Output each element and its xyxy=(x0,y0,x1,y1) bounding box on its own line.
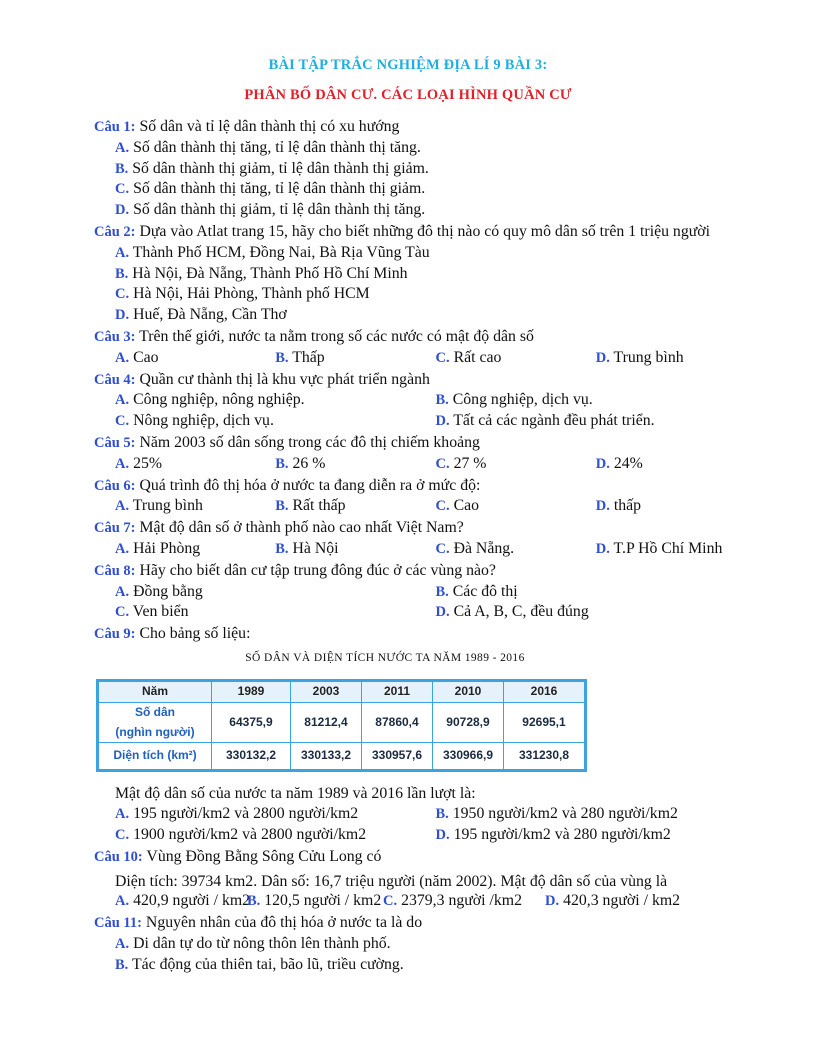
document-subtitle: PHÂN BỐ DÂN CƯ. CÁC LOẠI HÌNH QUẦN CƯ xyxy=(244,87,572,103)
question-label: Câu 3: xyxy=(94,328,136,345)
question-text: Vùng Đồng Bằng Sông Cửu Long có xyxy=(146,847,382,865)
table-header-cell: 2016 xyxy=(504,680,586,702)
option-b: B. Tác động của thiên tai, bão lũ, triều cường. xyxy=(115,955,404,973)
question-label: Câu 8: xyxy=(94,562,136,579)
question-label: Câu 10: xyxy=(94,848,143,865)
document-title: BÀI TẬP TRẮC NGHIỆM ĐỊA LÍ 9 BÀI 3: xyxy=(268,57,548,73)
option-d: D. Cả A, B, C, đều đúng xyxy=(435,603,589,621)
table-row xyxy=(98,702,586,743)
question-text: Hãy cho biết dân cư tập trung đông đúc ở các vùng nào? xyxy=(139,561,496,579)
option-c: C. Ven biển xyxy=(115,603,189,621)
option-b: B. 26 % xyxy=(275,454,326,472)
question-text: Trên thế giới, nước ta nằm trong số các nước có mật độ dân số xyxy=(139,327,534,345)
table-header-cell: 2010 xyxy=(433,680,504,702)
question-11 xyxy=(94,913,756,975)
table-cell: 330133,2 xyxy=(291,743,362,771)
option-c: C. 27 % xyxy=(435,454,487,472)
option-a: A. Hải Phòng xyxy=(115,539,201,557)
option-b: B. Hà Nội, Đà Nẵng, Thành Phố Hồ Chí Minh xyxy=(115,264,408,282)
table-cell: 330132,2 xyxy=(212,743,291,771)
question-4 xyxy=(94,370,756,432)
table-header-cell: 2011 xyxy=(362,680,433,702)
table-cell: 81212,4 xyxy=(291,702,362,743)
table-header-cell: Năm xyxy=(98,680,212,702)
option-b: B. Thấp xyxy=(275,348,325,366)
option-c: C. Cao xyxy=(435,497,480,515)
question-10 xyxy=(94,847,756,912)
option-d: D. 24% xyxy=(595,454,643,472)
table-cell: 92695,1 xyxy=(504,702,586,743)
option-d: D. Trung bình xyxy=(595,348,684,366)
table-cell: 330966,9 xyxy=(433,743,504,771)
option-c: C. Rất cao xyxy=(435,348,502,366)
table-header-cell: 1989 xyxy=(212,680,291,702)
option-b: B. 120,5 người / km2 xyxy=(247,892,382,910)
option-b: B. Hà Nội xyxy=(275,539,339,557)
question-9 xyxy=(94,624,756,846)
question-2 xyxy=(94,222,756,326)
question-label: Câu 1: xyxy=(94,119,136,135)
table-cell: 331230,8 xyxy=(504,743,586,771)
question-prompt: Mật độ dân số của nước ta năm 1989 và 2016 lần lượt là: xyxy=(115,785,476,803)
option-a: A. Đồng bằng xyxy=(115,582,203,600)
option-d: D. Số dân thành thị giảm, tỉ lệ dân thành thị tăng. xyxy=(115,201,426,219)
question-detail: Diện tích: 39734 km2. Dân số: 16,7 triệu người (năm 2002). Mật độ dân số của vùng là xyxy=(115,872,668,890)
question-text: Nguyên nhân của đô thị hóa ở nước ta là do xyxy=(145,914,423,932)
question-text: Năm 2003 số dân sống trong các đô thị chiếm khoảng xyxy=(139,433,480,451)
question-label: Câu 9: xyxy=(94,626,136,643)
table-cell: 90728,9 xyxy=(433,702,504,743)
question-text: Số dân và tỉ lệ dân thành thị có xu hướng xyxy=(139,118,400,135)
option-a: A. Số dân thành thị tăng, tỉ lệ dân thành thị tăng. xyxy=(115,138,421,156)
option-c: C. Đà Nẵng. xyxy=(435,539,515,557)
option-d: D. thấp xyxy=(595,497,642,515)
question-label: Câu 11: xyxy=(94,915,142,932)
question-1 xyxy=(94,117,756,221)
question-label: Câu 4: xyxy=(94,371,136,388)
question-list xyxy=(94,117,756,976)
table-header-row xyxy=(98,680,586,702)
option-b: B. Các đô thị xyxy=(435,582,518,600)
option-a: A. 25% xyxy=(115,454,163,472)
question-8 xyxy=(94,561,756,623)
option-d: D. 420,3 người / km2 xyxy=(545,892,681,910)
question-label: Câu 7: xyxy=(94,520,136,537)
question-text: Quá trình đô thị hóa ở nước ta đang diễn ra ở mức độ: xyxy=(139,476,481,494)
option-b: B. 1950 người/km2 và 280 người/km2 xyxy=(435,805,678,823)
table-cell: 330957,6 xyxy=(362,743,433,771)
table-cell: 87860,4 xyxy=(362,702,433,743)
table-row xyxy=(98,743,586,771)
question-text: Quần cư thành thị là khu vực phát triển ngành xyxy=(139,370,430,388)
option-c: C. Số dân thành thị tăng, tỉ lệ dân thành thị giảm. xyxy=(115,180,426,198)
question-3 xyxy=(94,327,756,369)
option-d: D. Huế, Đà Nẵng, Cần Thơ xyxy=(115,306,287,324)
option-c: C. 1900 người/km2 và 2800 người/km2 xyxy=(115,825,367,843)
option-d: D. T.P Hồ Chí Minh xyxy=(595,539,723,557)
question-label: Câu 5: xyxy=(94,434,136,451)
question-text: Dựa vào Atlat trang 15, hãy cho biết những đô thị nào có quy mô dân số trên 1 triệu người xyxy=(139,222,711,240)
option-a: A. 195 người/km2 và 2800 người/km2 xyxy=(115,805,359,823)
option-c: C. Hà Nội, Hải Phòng, Thành phố HCM xyxy=(115,285,370,303)
option-b: B. Số dân thành thị giảm, tỉ lệ dân thành thị giảm. xyxy=(115,159,429,177)
table-title: SỐ DÂN VÀ DIỆN TÍCH NƯỚC TA NĂM 1989 - 2016 xyxy=(245,651,525,664)
data-table xyxy=(96,679,587,773)
question-7 xyxy=(94,518,756,560)
question-5 xyxy=(94,433,756,475)
question-label: Câu 6: xyxy=(94,477,136,494)
question-text: Mật độ dân số ở thành phố nào cao nhất Việt Nam? xyxy=(139,519,464,537)
option-a: A. Trung bình xyxy=(115,497,203,515)
table-row-label: Số dân (nghìn người) xyxy=(98,702,212,743)
option-a: A. Cao xyxy=(115,348,159,366)
option-d: D. 195 người/km2 và 280 người/km2 xyxy=(435,825,671,843)
table-header-cell: 2003 xyxy=(291,680,362,702)
option-d: D. Tất cả các ngành đều phát triển. xyxy=(435,412,655,430)
question-6 xyxy=(94,476,756,518)
option-a: A. Công nghiệp, nông nghiệp. xyxy=(115,391,305,409)
question-text: Cho bảng số liệu: xyxy=(139,625,251,643)
table-row-label: Diện tích (km²) xyxy=(98,743,212,771)
table-cell: 64375,9 xyxy=(212,702,291,743)
option-a: A. 420,9 người / km2 xyxy=(115,892,251,910)
option-a: A. Di dân tự do từ nông thôn lên thành phố. xyxy=(115,934,391,952)
question-label: Câu 2: xyxy=(94,223,136,240)
option-c: C. 2379,3 người /km2 xyxy=(383,892,522,910)
option-b: B. Công nghiệp, dịch vụ. xyxy=(435,391,593,409)
option-c: C. Nông nghiệp, dịch vụ. xyxy=(115,412,274,430)
option-b: B. Rất thấp xyxy=(275,497,346,515)
option-a: A. Thành Phố HCM, Đồng Nai, Bà Rịa Vũng Tàu xyxy=(115,243,430,261)
